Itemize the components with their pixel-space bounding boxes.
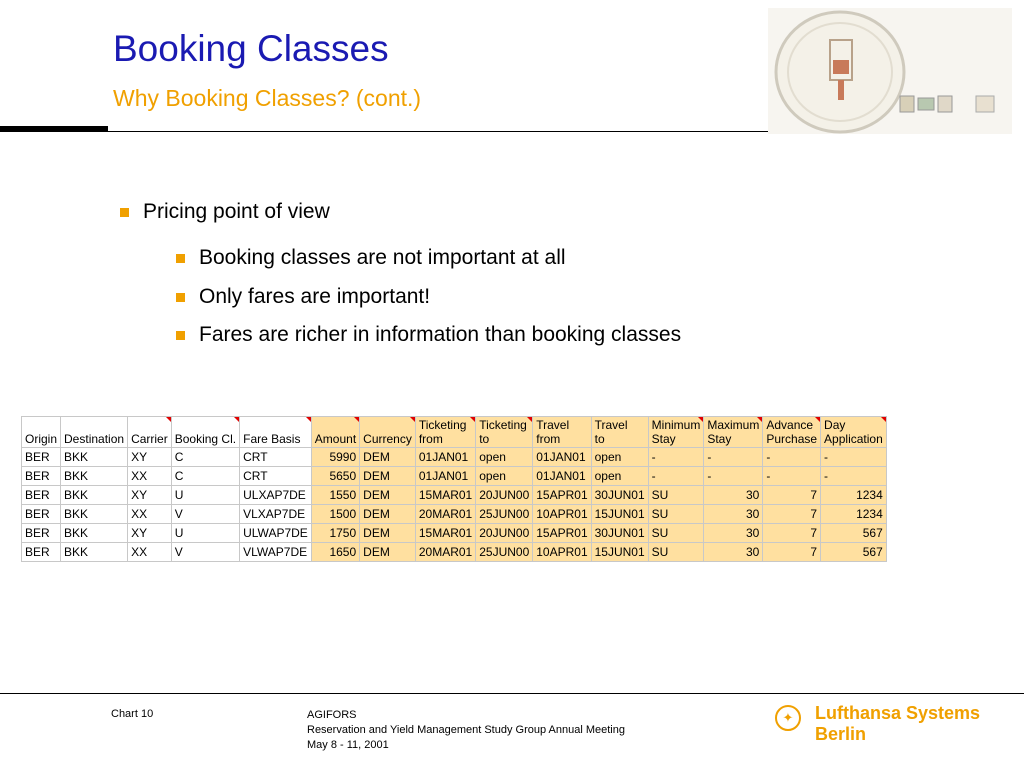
table-row (22, 486, 887, 505)
table-cell: U (171, 486, 239, 505)
table-cell: - (648, 448, 704, 467)
comment-marker-icon (166, 417, 171, 422)
column-header-line1: Ticketing (479, 418, 527, 432)
table-row (22, 467, 887, 486)
bullet-text: Pricing point of view (143, 200, 330, 223)
table-row (22, 524, 887, 543)
table-cell: U (171, 524, 239, 543)
bullet-pricing (120, 200, 330, 224)
table-cell: CRT (240, 467, 312, 486)
column-header-line1 (243, 418, 308, 432)
table-cell: 7 (763, 524, 821, 543)
table-cell: DEM (360, 543, 416, 562)
table-cell: 15APR01 (533, 524, 591, 543)
comment-marker-icon (354, 417, 359, 422)
table-cell: 7 (763, 486, 821, 505)
column-header-line1 (64, 418, 124, 432)
title-rule-thick (0, 126, 108, 132)
column-header (360, 417, 416, 448)
table-cell: VLXAP7DE (240, 505, 312, 524)
column-header-line1: Travel (536, 418, 570, 432)
table-cell: BKK (61, 486, 128, 505)
table-cell: VLWAP7DE (240, 543, 312, 562)
bullet-text: Fares are richer in information than booking classes (199, 323, 682, 346)
table-cell: 15MAR01 (415, 486, 475, 505)
table-cell: 25JUN00 (476, 543, 533, 562)
comment-marker-icon (306, 417, 311, 422)
table-cell: 30 (704, 524, 763, 543)
brand-logo (775, 703, 980, 745)
comment-marker-icon (698, 417, 703, 422)
table-header-row (22, 417, 887, 448)
chart-number: Chart 10 (111, 708, 154, 720)
table-cell: DEM (360, 524, 416, 543)
column-header (171, 417, 239, 448)
table-cell: XY (128, 524, 172, 543)
table-cell: XX (128, 505, 172, 524)
column-header (476, 417, 533, 448)
table-cell: 1500 (311, 505, 359, 524)
column-header-line2: Currency (363, 432, 412, 446)
lufthansa-crane-icon: ✦ (775, 705, 801, 731)
table-cell: BER (22, 505, 61, 524)
table-row (22, 505, 887, 524)
column-header-line2: Amount (314, 432, 357, 446)
column-header-line2: Fare Basis (243, 432, 301, 446)
column-header (821, 417, 887, 448)
table-cell: ULWAP7DE (240, 524, 312, 543)
table-cell: 20MAR01 (415, 543, 475, 562)
table-cell: 10APR01 (533, 505, 591, 524)
table-cell: XY (128, 486, 172, 505)
table-cell: XX (128, 543, 172, 562)
column-header-line2: Stay (651, 432, 676, 446)
column-header (240, 417, 312, 448)
column-header-line2: Stay (707, 432, 732, 446)
table-body (22, 448, 887, 562)
table-cell: XX (128, 467, 172, 486)
column-header-line1 (25, 418, 57, 432)
footer-event: Reservation and Yield Management Study Group Annual Meeting (307, 724, 625, 736)
column-header-line1 (315, 418, 356, 432)
table-cell: V (171, 543, 239, 562)
table-cell: - (648, 467, 704, 486)
table-cell: 30 (704, 505, 763, 524)
table-cell: BER (22, 486, 61, 505)
column-header-line1 (175, 418, 236, 432)
table-cell: - (704, 448, 763, 467)
sub-bullet (176, 285, 430, 309)
table-cell: DEM (360, 467, 416, 486)
comment-marker-icon (410, 417, 415, 422)
table-cell: C (171, 467, 239, 486)
column-header-line1: Travel (594, 418, 628, 432)
table-cell: 10APR01 (533, 543, 591, 562)
bullet-text: Only fares are important! (199, 285, 431, 308)
column-header-line2: from (418, 432, 443, 446)
comment-marker-icon (234, 417, 239, 422)
table-cell: BKK (61, 467, 128, 486)
table-cell: open (591, 448, 648, 467)
column-header-line1 (363, 418, 412, 432)
table-cell: ULXAP7DE (240, 486, 312, 505)
column-header-line1 (131, 418, 168, 432)
footer-rule (0, 693, 1024, 694)
column-header-line2: Booking Cl. (174, 432, 237, 446)
comment-marker-icon (815, 417, 820, 422)
bullet-square-icon (176, 254, 185, 263)
table-cell: CRT (240, 448, 312, 467)
bullet-square-icon (176, 331, 185, 340)
table-cell: 1750 (311, 524, 359, 543)
comment-marker-icon (527, 417, 532, 422)
comment-marker-icon (881, 417, 886, 422)
table-cell: 30JUN01 (591, 486, 648, 505)
table-cell: 20JUN00 (476, 486, 533, 505)
table-cell: 1234 (821, 505, 887, 524)
table-cell: 5990 (311, 448, 359, 467)
column-header (128, 417, 172, 448)
table-cell: 30 (704, 543, 763, 562)
table-cell: open (476, 448, 533, 467)
table-cell: open (476, 467, 533, 486)
table-cell: BKK (61, 543, 128, 562)
table-cell: 7 (763, 505, 821, 524)
column-header (533, 417, 591, 448)
table-cell: - (763, 467, 821, 486)
column-header-line2: to (594, 432, 605, 446)
brand-line2: Berlin (815, 724, 867, 744)
table-cell: 01JAN01 (415, 448, 475, 467)
column-header-line2: Carrier (131, 432, 168, 446)
table-cell: C (171, 448, 239, 467)
table-cell: BKK (61, 448, 128, 467)
footer-org: AGIFORS (307, 709, 357, 721)
sub-bullet (176, 246, 566, 270)
bullet-square-icon (120, 208, 129, 217)
table-cell: 1550 (311, 486, 359, 505)
column-header-line1: Day (824, 418, 846, 432)
column-header-line2: Destination (64, 432, 125, 446)
table-cell: 01JAN01 (533, 467, 591, 486)
column-header-line2: Application (824, 432, 883, 446)
footer-dates: May 8 - 11, 2001 (307, 739, 389, 751)
column-header (648, 417, 704, 448)
column-header (763, 417, 821, 448)
table-cell: open (591, 467, 648, 486)
table-cell: 25JUN00 (476, 505, 533, 524)
table-cell: - (821, 467, 887, 486)
column-header-line2: Origin (25, 432, 58, 446)
table-cell: SU (648, 486, 704, 505)
column-header (591, 417, 648, 448)
table-cell: 1234 (821, 486, 887, 505)
brand-text (815, 703, 980, 745)
column-header-line1: Ticketing (418, 418, 467, 432)
table-cell: 7 (763, 543, 821, 562)
table-cell: SU (648, 505, 704, 524)
table-cell: DEM (360, 448, 416, 467)
column-header (311, 417, 359, 448)
table-cell: 01JAN01 (415, 467, 475, 486)
table-cell: 01JAN01 (533, 448, 591, 467)
column-header-line2: from (536, 432, 561, 446)
table-cell: BER (22, 524, 61, 543)
table-cell: 20JUN00 (476, 524, 533, 543)
table-cell: 15MAR01 (415, 524, 475, 543)
column-header-line1: Minimum (651, 418, 701, 432)
table-cell: 30JUN01 (591, 524, 648, 543)
table-cell: 15JUN01 (591, 505, 648, 524)
wax-seal-logo-icon (768, 8, 1012, 134)
table-cell: 5650 (311, 467, 359, 486)
sub-bullet (176, 323, 681, 347)
table-cell: SU (648, 543, 704, 562)
footer-meeting-info (307, 708, 625, 753)
column-header-line2: Purchase (766, 432, 818, 446)
table-cell: DEM (360, 505, 416, 524)
slide-title: Booking Classes (113, 28, 389, 69)
table-cell: 15APR01 (533, 486, 591, 505)
table-cell: DEM (360, 486, 416, 505)
fare-table (21, 416, 887, 562)
table-cell: - (704, 467, 763, 486)
comment-marker-icon (757, 417, 762, 422)
table-cell: BER (22, 543, 61, 562)
table-cell: 567 (821, 524, 887, 543)
table-row (22, 448, 887, 467)
table-cell: 15JUN01 (591, 543, 648, 562)
table-cell: - (821, 448, 887, 467)
column-header (704, 417, 763, 448)
table-cell: - (763, 448, 821, 467)
column-header (415, 417, 475, 448)
table-cell: BKK (61, 524, 128, 543)
table-cell: BER (22, 448, 61, 467)
column-header-line2: to (479, 432, 490, 446)
column-header-line1: Advance (766, 418, 814, 432)
column-header (61, 417, 128, 448)
bullet-text: Booking classes are not important at all (199, 246, 566, 269)
slide-subtitle: Why Booking Classes? (cont.) (113, 85, 422, 111)
table-row (22, 543, 887, 562)
table-cell: 30 (704, 486, 763, 505)
table-cell: V (171, 505, 239, 524)
table-cell: 20MAR01 (415, 505, 475, 524)
table-cell: 1650 (311, 543, 359, 562)
column-header-line1: Maximum (707, 418, 760, 432)
table-cell: 567 (821, 543, 887, 562)
table-cell: SU (648, 524, 704, 543)
table-cell: BKK (61, 505, 128, 524)
column-header (22, 417, 61, 448)
brand-line1: Lufthansa Systems (815, 703, 981, 723)
bullet-square-icon (176, 293, 185, 302)
table-cell: XY (128, 448, 172, 467)
table-cell: BER (22, 467, 61, 486)
comment-marker-icon (470, 417, 475, 422)
